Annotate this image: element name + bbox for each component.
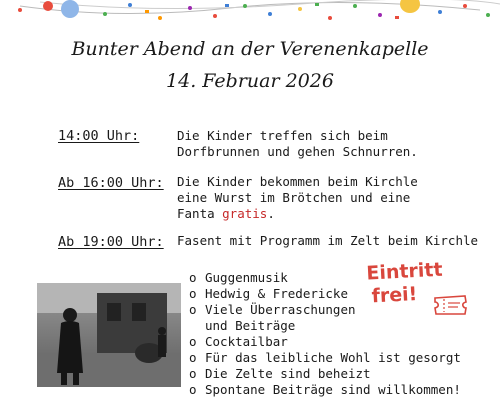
stamp-line-2: frei!: [371, 283, 418, 308]
schedule-time-2: Ab 16:00 Uhr:: [58, 175, 164, 191]
list-item-text: Viele Überraschungen: [205, 302, 356, 317]
schedule-text-2: [177, 174, 418, 222]
historic-photo: [37, 283, 181, 387]
schedule-text-2-line-2: eine Wurst im Brötchen und eine: [177, 190, 411, 205]
schedule-time-1: 14:00 Uhr:: [58, 128, 140, 144]
schedule-text-3: [177, 233, 478, 249]
list-item: o Die Zelte sind beheizt: [187, 366, 461, 382]
event-date: 14. Februar 2026: [166, 70, 334, 92]
gratis-highlight: gratis: [222, 206, 268, 221]
schedule-text-1-line-1: Die Kinder treffen sich beim: [177, 128, 388, 143]
period-text: .: [267, 206, 275, 221]
list-item: o Spontane Beiträge sind willkommen!: [187, 382, 461, 398]
list-item: o Guggenmusik: [187, 270, 461, 286]
fanta-text: Fanta: [177, 206, 223, 221]
schedule-text-2-line-1: Die Kinder bekommen beim Kirchle: [177, 174, 418, 189]
schedule-time-3: Ab 19:00 Uhr:: [58, 234, 164, 250]
schedule-text-2-line-3: [177, 206, 418, 222]
stamp-line-1: Eintritt: [365, 258, 444, 285]
ticket-icon: [433, 295, 467, 315]
list-item: o Cocktailbar: [187, 334, 461, 350]
list-item: [187, 302, 461, 334]
list-item-continuation: und Beiträge: [205, 318, 296, 333]
confetti-decoration: [0, 0, 500, 30]
schedule-text-3-line-1: Fasent mit Programm im Zelt beim Kirchle: [177, 233, 479, 248]
schedule-text-1-line-2: Dorfbrunnen und gehen Schnurren.: [177, 144, 418, 159]
list-item: o Für das leibliche Wohl ist gesorgt: [187, 350, 461, 366]
schedule-text-1: [177, 128, 418, 160]
event-title: Bunter Abend an der Verenenkapelle: [71, 38, 429, 60]
list-item: o Hedwig & Fredericke: [187, 286, 461, 302]
